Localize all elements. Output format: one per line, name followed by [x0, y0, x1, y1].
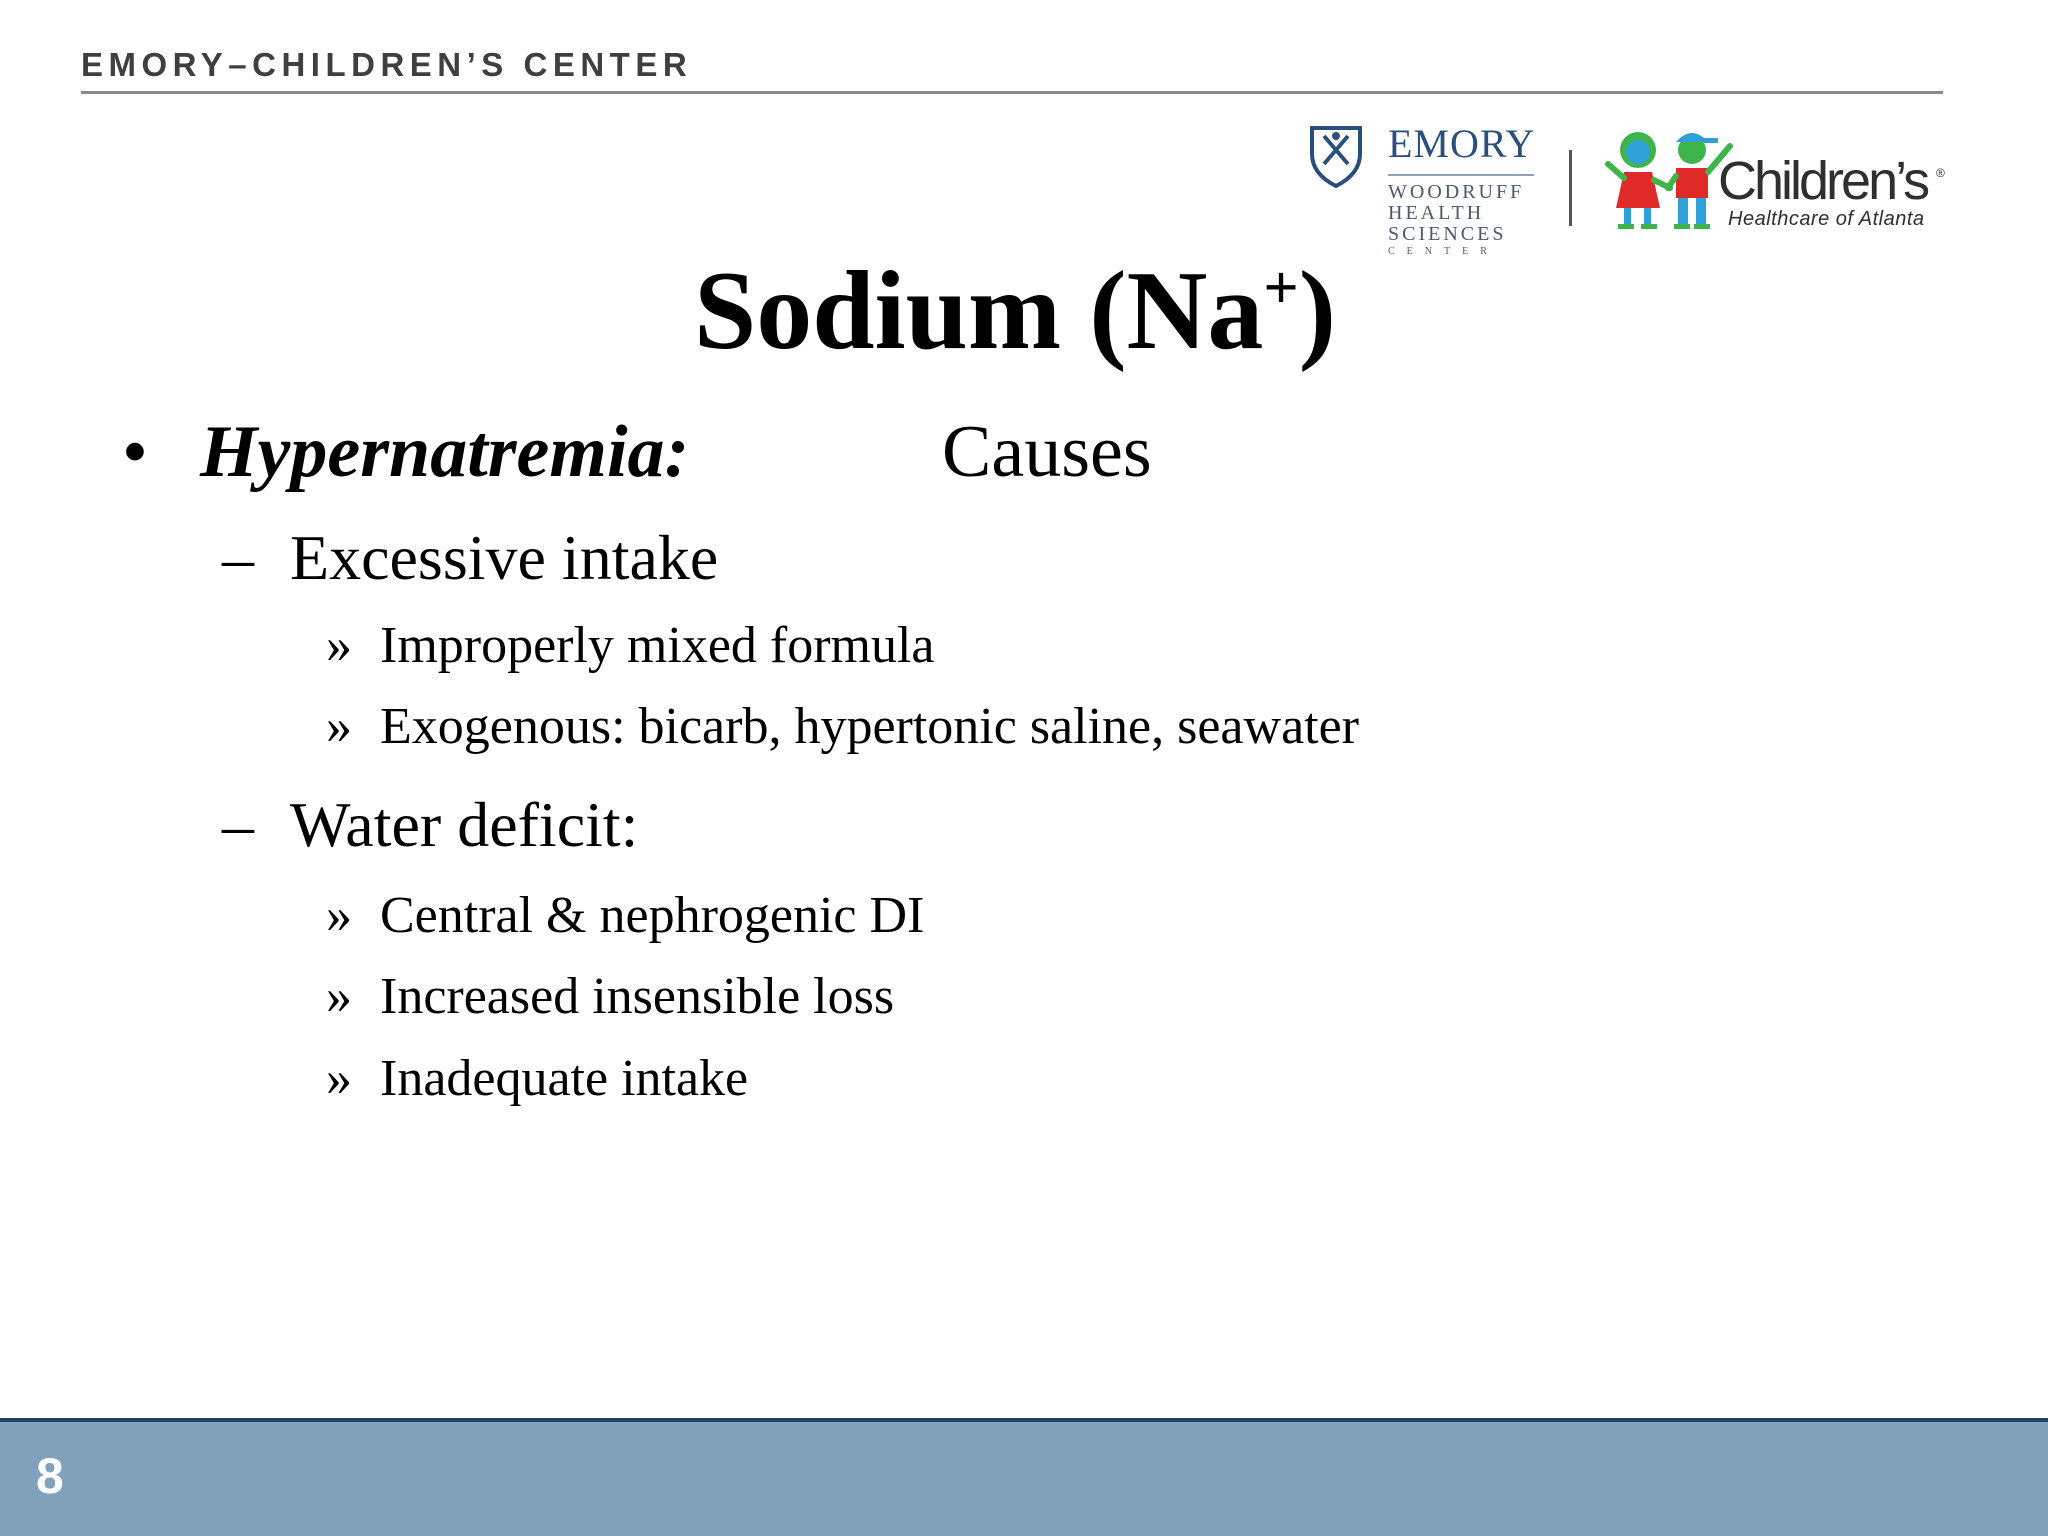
- emory-sub-line-3: SCIENCES: [1388, 223, 1507, 245]
- sub-glyph: »: [326, 698, 352, 755]
- list-item-text: Improperly mixed formula: [380, 617, 935, 674]
- emory-subtitle: [1388, 182, 1538, 259]
- childrens-logo: [1600, 124, 1950, 234]
- bullet-topic: Hypernatremia:: [200, 411, 690, 493]
- list-item: [326, 1048, 748, 1110]
- list-item-text: Exogenous: bicarb, hypertonic saline, seawater: [380, 698, 1359, 755]
- list-item: [326, 615, 935, 677]
- bullet-hypernatremia: [122, 408, 1422, 497]
- group-label: Water deficit:: [290, 789, 639, 860]
- group-label: Excessive intake: [290, 522, 719, 593]
- list-item-text: Inadequate intake: [380, 1050, 749, 1107]
- childrens-wordmark: Children’s: [1718, 151, 1928, 211]
- header-title: EMORY–CHILDREN’S CENTER: [81, 46, 693, 83]
- list-item: [326, 966, 894, 1028]
- slide-title-main: Sodium (Na: [693, 249, 1264, 373]
- list-item-text: Central & nephrogenic DI: [380, 887, 925, 944]
- emory-wordmark: EMORY: [1388, 121, 1536, 166]
- emory-sub-line-1: WOODRUFF: [1388, 181, 1525, 203]
- slide-title: [0, 250, 2030, 373]
- bullet-causes: Causes: [942, 411, 1152, 493]
- slide-title-superscript: +: [1263, 254, 1299, 322]
- childrens-registered-mark: ®: [1936, 166, 1945, 180]
- slide-title-end: ): [1298, 249, 1337, 373]
- list-item: [326, 696, 1359, 758]
- dash-glyph: –: [222, 522, 254, 593]
- emory-underline: [1388, 174, 1534, 176]
- emory-logo: [1308, 118, 1538, 263]
- emory-sub-line-2: HEALTH: [1388, 202, 1485, 224]
- footer-bar: [0, 1422, 2048, 1536]
- logo-divider: [1569, 150, 1572, 226]
- sub-glyph: »: [326, 617, 352, 674]
- list-item: [326, 885, 924, 947]
- sub-glyph: »: [326, 1050, 352, 1107]
- group-excessive-intake: [222, 520, 718, 597]
- sub-glyph: »: [326, 887, 352, 944]
- list-item-text: Increased insensible loss: [380, 968, 895, 1025]
- emory-shield-icon: [1308, 124, 1364, 188]
- sub-glyph: »: [326, 968, 352, 1025]
- page-number: 8: [36, 1448, 64, 1504]
- childrens-tagline: Healthcare of Atlanta: [1728, 208, 1925, 230]
- group-water-deficit: [222, 787, 638, 864]
- childrens-kids-icon: [1604, 124, 1736, 230]
- emory-sub-line-4: CENTER: [1388, 246, 1499, 257]
- dash-glyph: –: [222, 789, 254, 860]
- header-rule: [81, 91, 1943, 94]
- bullet-glyph: •: [122, 411, 148, 493]
